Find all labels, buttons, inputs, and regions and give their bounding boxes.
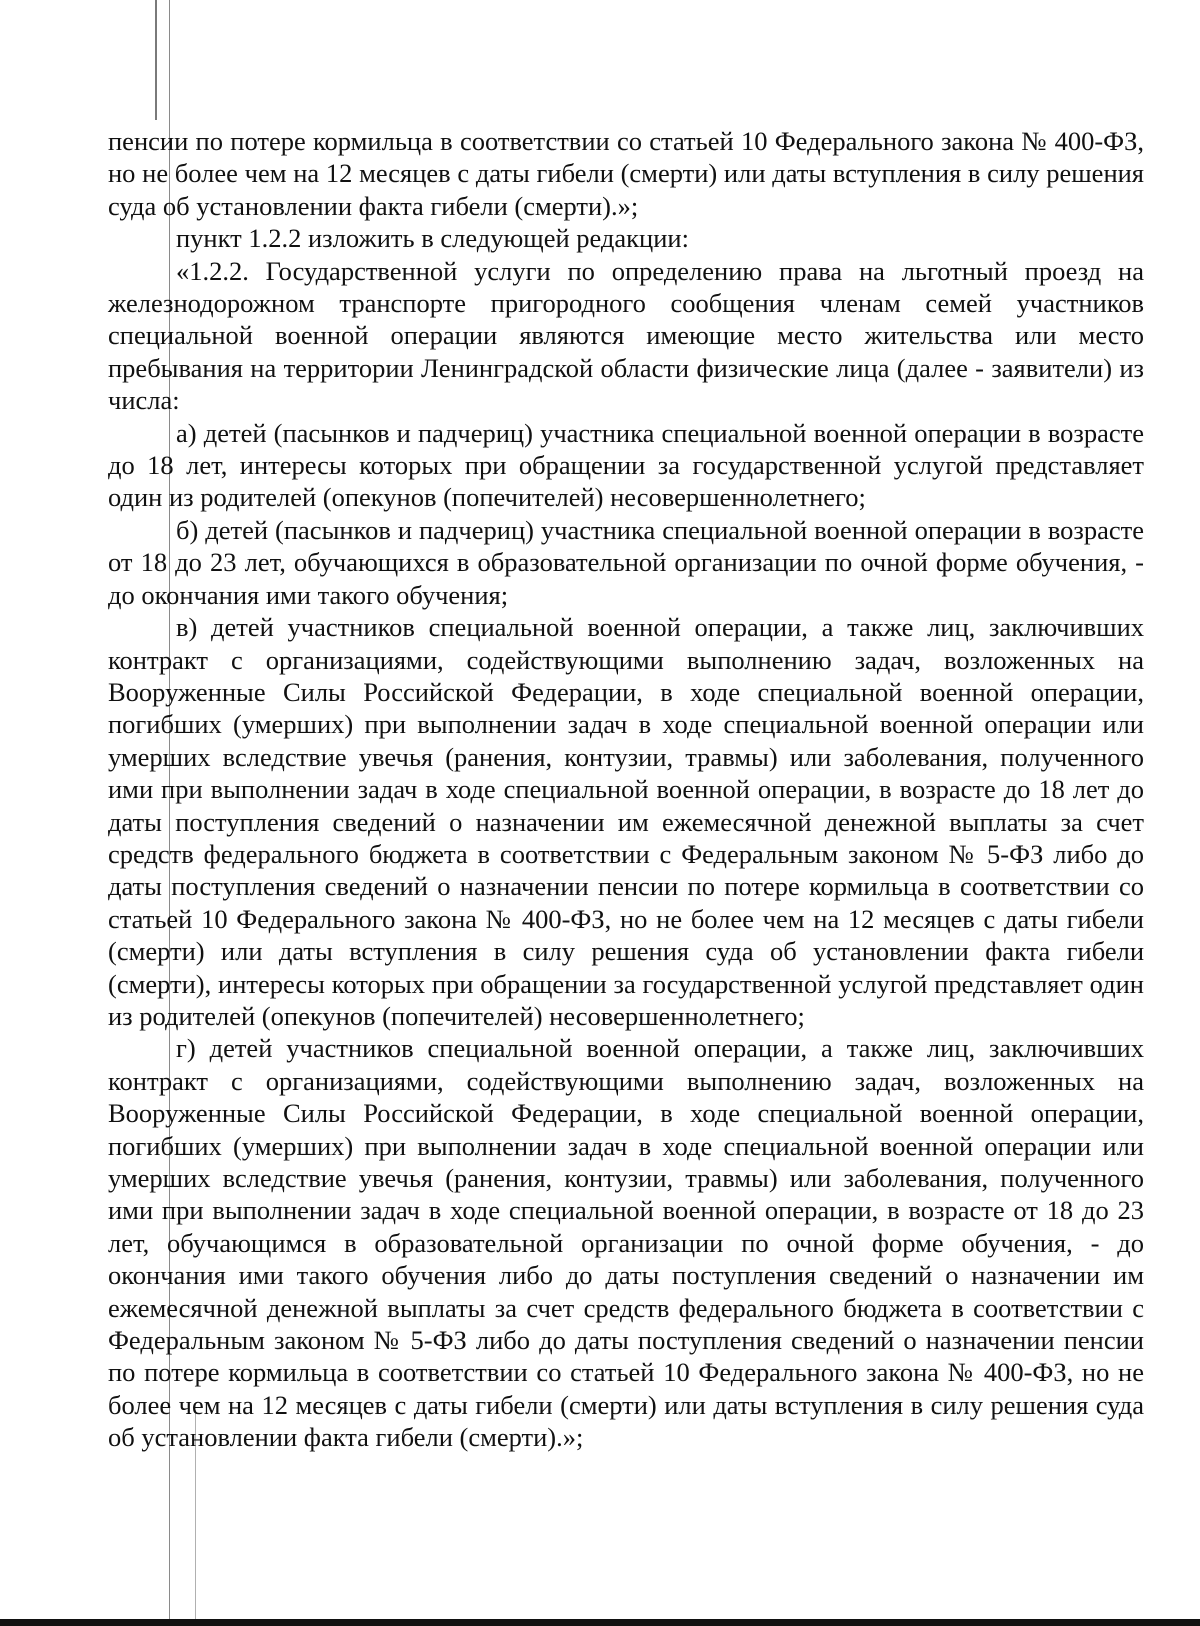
- paragraph-item-1-2-2: «1.2.2. Государственной услуги по определению права на льготный проезд на железнодорожном транспорте пригородного сообщения членам семей участников специальной военной операции являются имеющие место жительства или место пребывания на территории Ленинградской области физические лица (далее - заявители) из числа:: [108, 255, 1144, 416]
- scan-artifact-top-mark: [155, 0, 157, 120]
- paragraph-subitem-b: б) детей (пасынков и падчериц) участника специальной военной операции в возрасте от 18 до 23 лет, обучающихся в образовательной организации по очной форме обучения, - до окончания ими такого обучения;: [108, 514, 1144, 610]
- paragraph-continuation: пенсии по потере кормильца в соответствии со статьей 10 Федерального закона № 400-ФЗ, но не более чем на 12 месяцев с даты гибели (смерти) или даты вступления в силу решения суда об установлении факта гибели (смерти).»;: [108, 126, 1144, 221]
- paragraph-subitem-a: а) детей (пасынков и падчериц) участника специальной военной операции в возрасте до 18 лет, интересы которых при обращении за государственной услугой представляет один из родителей (опекунов (попечителей) несовершеннолетнего;: [108, 417, 1144, 513]
- paragraph-instruction: пункт 1.2.2 изложить в следующей редакции:: [176, 223, 689, 254]
- scan-bottom-edge: [0, 1619, 1200, 1626]
- paragraph-subitem-g: г) детей участников специальной военной операции, а также лиц, заключивших контракт с организациями, содействующими выполнению задач, возложенных на Вооруженные Силы Российской Федерации, в ходе специальной военной операции, погибших (умерших) при выполнении задач в ходе специальной военной операции или умерших вследствие увечья (ранения, контузии, травмы) или заболевания, полученного ими при выполнении задач в ходе специальной военной операции, в возрасте от 18 до 23 лет, обучающимся в образовательной организации по очной форме обучения, - до окончания ими такого обучения либо до даты поступления сведений о назначении им ежемесячной денежной выплаты за счет средств федерального бюджета в соответствии с Федеральным законом № 5-ФЗ либо до даты поступления сведений о назначении пенсии по потере кормильца в соответствии со статьей 10 Федерального закона № 400-ФЗ, но не более чем на 12 месяцев с даты гибели (смерти) или даты вступления в силу решения суда об установлении факта гибели (смерти).»;: [108, 1033, 1144, 1453]
- document-body: [108, 125, 1144, 1454]
- paragraph-subitem-v: в) детей участников специальной военной операции, а также лиц, заключивших контракт с организациями, содействующими выполнению задач, возложенных на Вооруженные Силы Российской Федерации, в ходе специальной военной операции, погибших (умерших) при выполнении задач в ходе специальной военной операции или умерших вследствие увечья (ранения, контузии, травмы) или заболевания, полученного ими при выполнении задач в ходе специальной военной операции, в возрасте до 18 лет до даты поступления сведений о назначении им ежемесячной денежной выплаты за счет средств федерального бюджета в соответствии с Федеральным законом № 5-ФЗ либо до даты поступления сведений о назначении пенсии по потере кормильца в соответствии со статьей 10 Федерального закона № 400-ФЗ, но не более чем на 12 месяцев с даты гибели (смерти) или даты вступления в силу решения суда об установлении факта гибели (смерти), интересы которых при обращении за государственной услугой представляет один из родителей (опекунов (попечителей) несовершеннолетнего;: [108, 612, 1144, 1031]
